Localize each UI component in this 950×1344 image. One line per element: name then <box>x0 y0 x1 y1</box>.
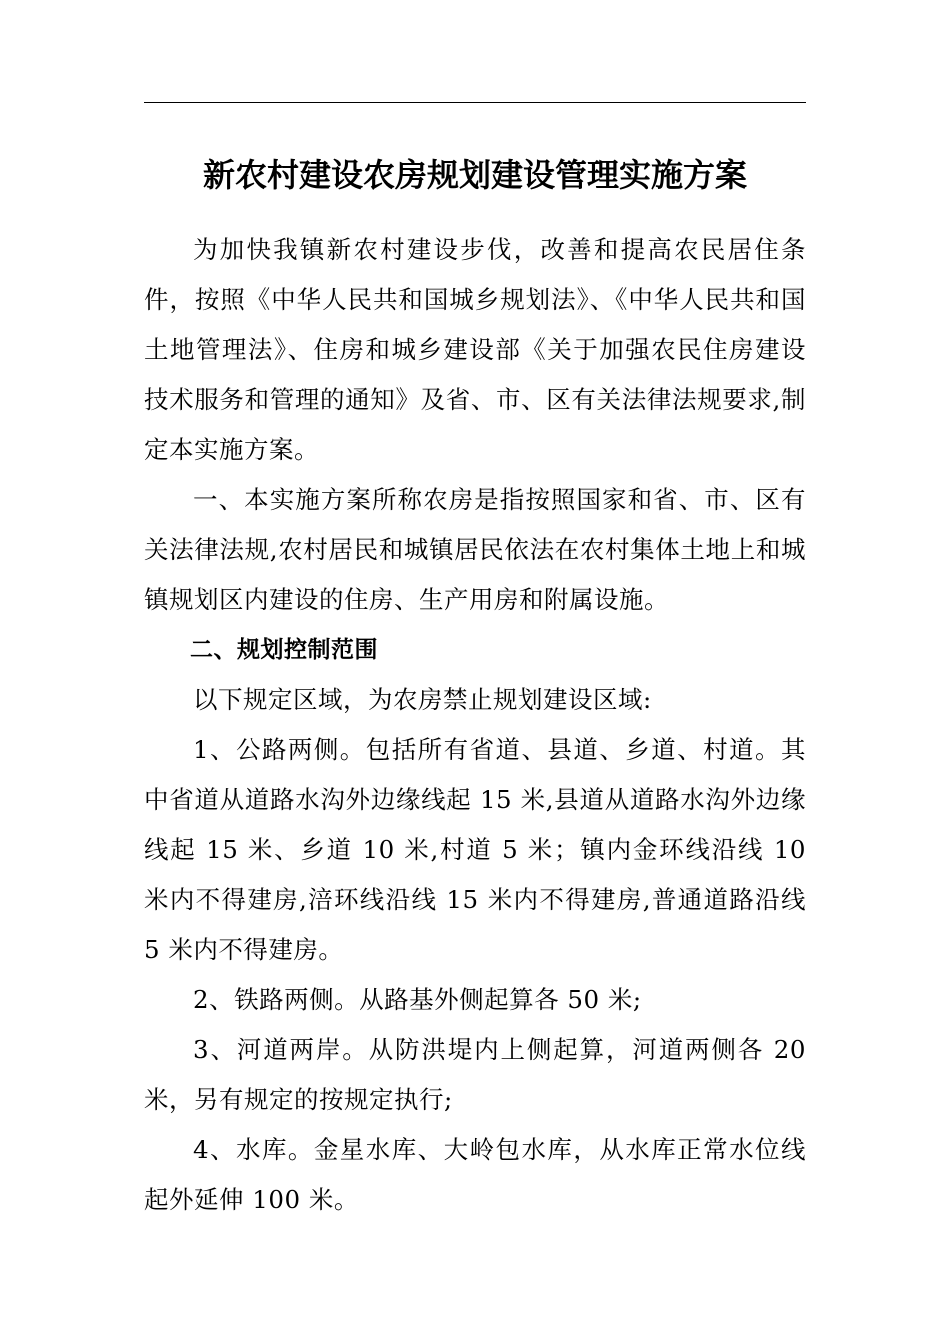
document-body <box>144 225 806 1225</box>
intro-paragraph: 为加快我镇新农村建设步伐，改善和提高农民居住条件，按照《中华人民共和国城乡规划法》、《中华人民共和国土地管理法》、住房和城乡建设部《关于加强农民住房建设技术服务和管理的通知》及省、市、区有关法律法规要求,制定本实施方案。 <box>144 235 806 464</box>
section-2-heading: 二、规划控制范围 <box>190 637 378 663</box>
item-railway-paragraph: 2、铁路两侧。从路基外侧起算各 50 米; <box>193 985 642 1014</box>
document-title: 新农村建设农房规划建设管理实施方案 <box>202 156 747 194</box>
item-river-paragraph: 3、河道两岸。从防洪堤内上侧起算，河道两侧各 20 米，另有规定的按规定执行; <box>144 1035 806 1114</box>
restricted-areas-intro: 以下规定区域，为农房禁止规划建设区域: <box>193 685 652 714</box>
top-rule <box>144 102 806 103</box>
section-1-paragraph: 一、本实施方案所称农房是指按照国家和省、市、区有关法律法规,农村居民和城镇居民依法在农村集体土地上和城镇规划区内建设的住房、生产用房和附属设施。 <box>144 485 806 614</box>
item-highway-paragraph: 1、公路两侧。包括所有省道、县道、乡道、村道。其中省道从道路水沟外边缘线起 15 米,县道从道路水沟外边缘线起 15 米、乡道 10 米,村道 5 米；镇内金环线沿线 10 米内不得建房,涪环线沿线 15 米内不得建房,普通道路沿线 5 米内不得建房。 <box>144 735 806 964</box>
item-reservoir-paragraph: 4、水库。金星水库、大岭包水库，从水库正常水位线起外延伸 100 米。 <box>144 1135 806 1214</box>
